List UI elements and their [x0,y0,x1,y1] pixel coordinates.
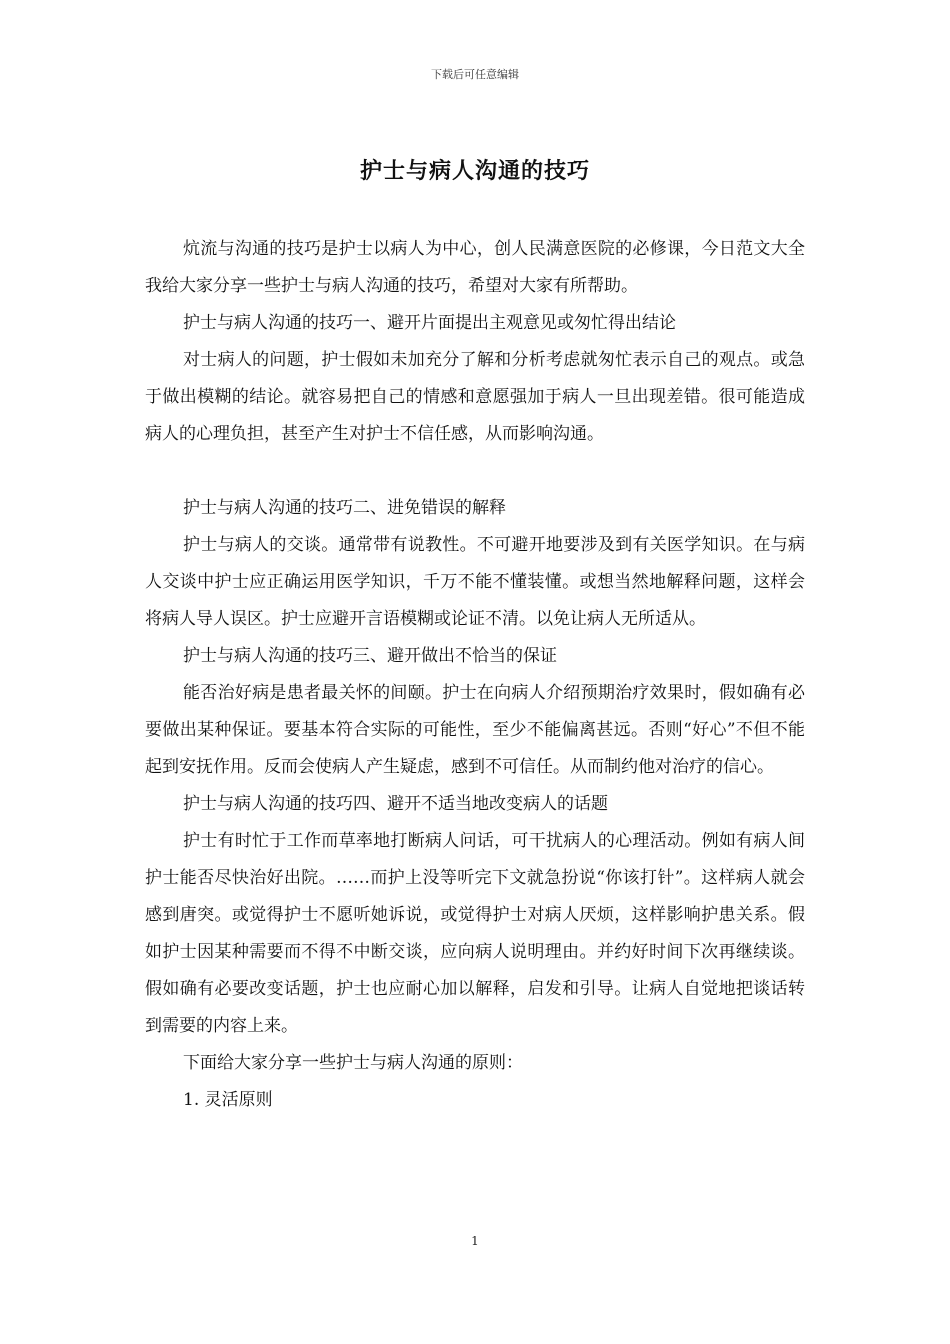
paragraph-4: 护士有时忙于工作而草率地打断病人问话，可干扰病人的心理活动。例如有病人间护士能否尽快治好出院。……而护上没等听完下文就急扮说“你该打针”。这样病人就会感到唐突。或觉得护士不愿听她诉说，或觉得护士对病人厌烦，这样影响护患关系。假如护士因某种需要而不得不中断交谈，应向病人说明理由。并约好时间下次再继续谈。假如确有必要改变话题，护士也应耐心加以解释，启发和引导。让病人自觉地把谈话转到需要的内容上来。 [145,831,805,1036]
paragraph-2: 护士与病人的交谈。通常带有说教性。不可避开地要涉及到有关医学知识。在与病人交谈中护士应正确运用医学知识，千万不能不懂装懂。或想当然地解释问题，这样会将病人导人误区。护士应避开言语模糊或论证不清。以免让病人无所适从。 [145,535,805,629]
document-title: 护士与病人沟通的技巧 [359,158,590,184]
paragraph-1: 对士病人的问题，护士假如未加充分了解和分析考虑就匆忙表示自己的观点。或急于做出模糊的结论。就容易把自己的情感和意愿强加于病人一旦出现差错。很可能造成病人的心理负担，甚至产生对护士不信任感，从而影响沟通。 [145,350,805,444]
principles-intro: 下面给大家分享一些护士与病人沟通的原则： [183,1053,523,1073]
section-heading-2: 护士与病人沟通的技巧二、进免错误的解释 [183,498,506,518]
paragraph-intro: 炕流与沟通的技巧是护士以病人为中心，创人民满意医院的必修课，今日范文大全我给大家分享一些护士与病人沟通的技巧，希望对大家有所帮助。 [145,239,805,296]
paragraph-3: 能否治好病是患者最关怀的间颐。护士在向病人介绍预期治疗效果时，假如确有必要做出某种保证。要基本符合实际的可能性，至少不能偏离甚远。否则“好心”不但不能起到安抚作用。反而会使病人产生疑虑，感到不可信任。从而制约他对治疗的信心。 [145,683,805,777]
section-heading-1: 护士与病人沟通的技巧一、避开片面提出主观意见或匆忙得出结论 [183,313,676,333]
page-number: 1 [471,1234,479,1248]
document-body [145,231,805,1119]
section-heading-4: 护士与病人沟通的技巧四、避开不适当地改变病人的话题 [183,794,608,814]
principle-item-1: 1. 灵活原则 [183,1090,273,1110]
page-header: 下载后可任意编辑 [431,68,519,81]
section-heading-3: 护士与病人沟通的技巧三、避开做出不恰当的保证 [183,646,557,666]
